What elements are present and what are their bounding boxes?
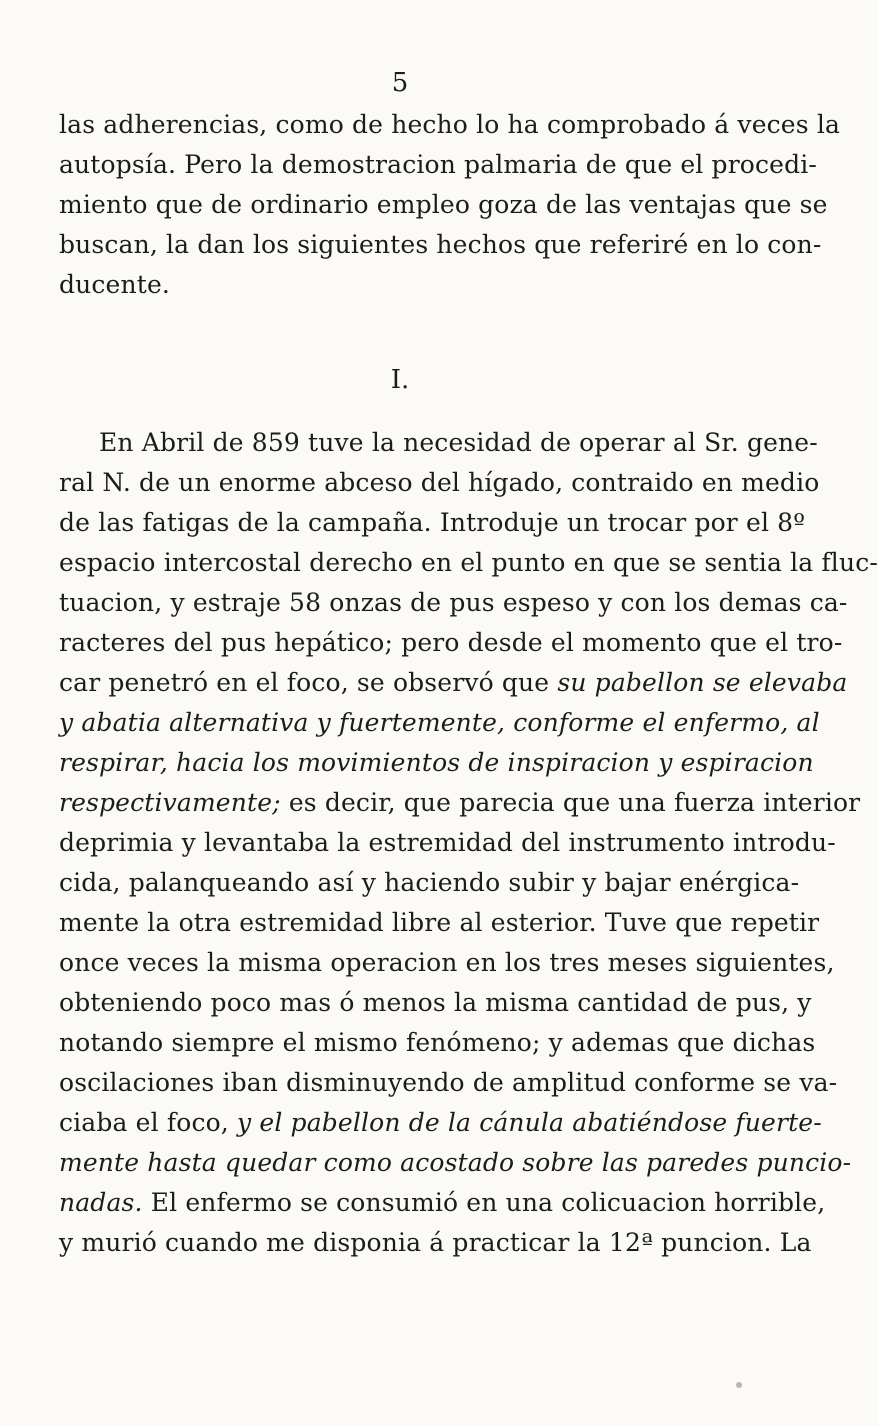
text-line: obteniendo poco mas ó menos la misma cantidad de pus, y (59, 988, 812, 1017)
page-number: 5 (391, 68, 409, 98)
text-line: de las fatigas de la campaña. Introduje un trocar por el 8º (59, 508, 806, 537)
text-line: racteres del pus hepático; pero desde el momento que el tro- (59, 628, 843, 657)
text-line: En Abril de 859 tuve la necesidad de operar al Sr. gene- (99, 428, 818, 457)
text-line: respirar, hacia los movimientos de inspiracion y espiracion (59, 748, 814, 777)
text-line: notando siempre el mismo fenómeno; y ademas que dichas (59, 1028, 816, 1057)
paper-speck (736, 1382, 742, 1388)
text-line: espacio intercostal derecho en el punto en que se sentia la fluc- (59, 548, 878, 577)
text-line: ral N. de un enorme abceso del hígado, contraido en medio (59, 468, 820, 497)
text-line: tuacion, y estraje 58 onzas de pus espeso y con los demas ca- (59, 588, 848, 617)
text-span: ciaba el foco, (59, 1108, 237, 1137)
text-line: autopsía. Pero la demostracion palmaria de que el procedi- (59, 150, 817, 179)
text-line (59, 786, 861, 820)
text-line: cida, palanqueando así y haciendo subir y bajar enérgica- (59, 868, 800, 897)
text-line: y murió cuando me disponia á practicar la 12ª puncion. La (59, 1228, 812, 1257)
text-line: once veces la misma operacion en los tres meses siguientes, (59, 948, 835, 977)
text-line: y abatia alternativa y fuertemente, conforme el enfermo, al (59, 708, 820, 737)
italic-span: respectivamente; (59, 788, 281, 817)
text-line: oscilaciones iban disminuyendo de amplitud conforme se va- (59, 1068, 838, 1097)
text-line: mente hasta quedar como acostado sobre las paredes puncio- (59, 1148, 852, 1177)
text-line: ducente. (59, 270, 170, 299)
text-line: buscan, la dan los siguientes hechos que referiré en lo con- (59, 230, 822, 259)
italic-span: nadas. (59, 1188, 143, 1217)
text-line (59, 666, 848, 700)
text-line: mente la otra estremidad libre al esterior. Tuve que repetir (59, 908, 820, 937)
italic-span: y el pabellon de la cánula abatiéndose fuerte- (237, 1108, 822, 1137)
text-line: deprimia y levantaba la estremidad del instrumento introdu- (59, 828, 836, 857)
italic-span: su pabellon se elevaba (557, 668, 848, 697)
text-span: El enfermo se consumió en una colicuacion horrible, (142, 1188, 826, 1217)
text-span: es decir, que parecia que una fuerza interior (280, 788, 861, 817)
text-line (59, 1106, 822, 1140)
text-line (59, 1186, 826, 1220)
section-heading: I. (390, 365, 410, 395)
text-line: las adherencias, como de hecho lo ha comprobado á veces la (59, 110, 841, 139)
text-line: miento que de ordinario empleo goza de las ventajas que se (59, 190, 828, 219)
text-span: car penetró en el foco, se observó que (59, 668, 558, 697)
